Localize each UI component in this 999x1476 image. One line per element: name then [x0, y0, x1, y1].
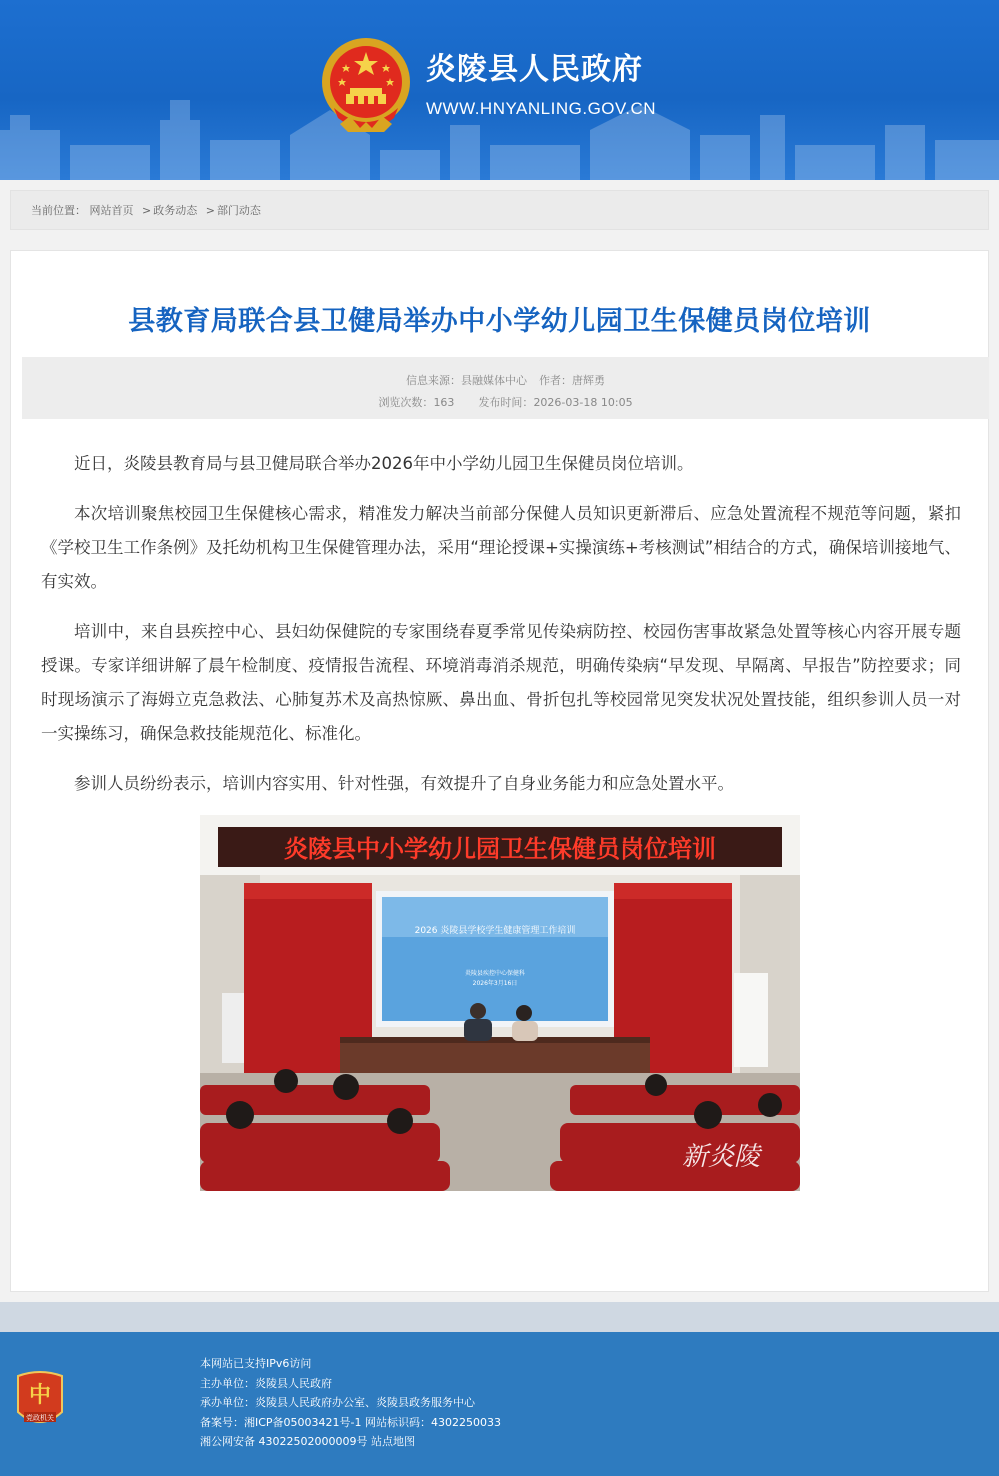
meta-views: 163	[433, 396, 455, 409]
meta-row-source	[22, 370, 989, 392]
article-paragraph: 参训人员纷纷表示，培训内容实用、针对性强，有效提升了自身业务能力和应急处置水平。	[74, 774, 734, 793]
breadcrumb-separator: >	[205, 204, 215, 217]
site-brand[interactable]	[320, 36, 656, 134]
meta-source-label: 信息来源：	[406, 374, 461, 387]
article-panel	[10, 250, 989, 1292]
party-organ-badge-icon[interactable]	[14, 1370, 66, 1432]
footer-info	[200, 1354, 501, 1452]
meta-author: 唐辉勇	[572, 374, 605, 387]
breadcrumb-gov-news-link[interactable]: 政务动态	[153, 204, 198, 217]
footer-ipv6: 本网站已支持IPv6访问	[200, 1357, 312, 1370]
breadcrumb-label: 当前位置：	[31, 204, 86, 217]
article-photo	[200, 815, 800, 1191]
screen-date-text: 2026年3月16日	[472, 980, 518, 987]
meta-author-label: 作者：	[539, 374, 572, 387]
meta-source: 县融媒体中心	[461, 374, 527, 387]
meta-date-label: 发布时间：	[478, 396, 534, 409]
footer-police-record[interactable]: 湘公网安备 43022502000009号 站点地图	[200, 1435, 415, 1448]
article-meta	[22, 357, 989, 419]
article-title: 县教育局联合县卫健局举办中小学幼儿园卫生保健员岗位培训	[128, 306, 871, 337]
site-title: 炎陵县人民政府	[426, 52, 643, 87]
site-url: WWW.HNYANLING.GOV.CN	[426, 99, 657, 118]
photo-watermark: 新炎陵	[681, 1142, 760, 1172]
meta-date: 2026-03-18 10:05	[533, 396, 633, 409]
article-paragraph: 培训中，来自县疾控中心、县妇幼保健院的专家围绕春夏季常见传染病防控、校园伤害事故紧急处置等核心内容开展专题授课。专家详细讲解了晨午检制度、疫情报告流程、环境消毒消杀规范，明确传染病“早发现、早隔离、早报告”防控要求；同时现场演示了海姆立克急救法、心肺复苏术及高热惊厥、鼻出血、骨折包扎等校园常见突发状况处置技能，组织参训人员一对一实操练习，确保急救技能规范化、标准化。	[41, 622, 961, 743]
breadcrumb	[10, 190, 989, 230]
breadcrumb-dept-news-link[interactable]: 部门动态	[216, 204, 261, 217]
training-photo-illustration	[200, 815, 800, 1191]
footer-sponsor: 主办单位：炎陵县人民政府	[200, 1376, 332, 1390]
footer-organizer: 承办单位：炎陵县人民政府办公室、炎陵县政务服务中心	[200, 1396, 475, 1409]
site-footer	[0, 1302, 999, 1476]
breadcrumb-separator: >	[142, 204, 152, 217]
meta-views-label: 浏览次数：	[378, 396, 434, 409]
screen-subtitle-text: 炎陵县疾控中心保健科	[464, 970, 526, 977]
led-banner-text: 炎陵县中小学幼儿园卫生保健员岗位培训	[284, 835, 716, 863]
article-paragraph: 近日，炎陵县教育局与县卫健局联合举办2026年中小学幼儿园卫生保健员岗位培训。	[74, 454, 694, 473]
brand-text	[426, 51, 656, 119]
screen-title-text: 2026 炎陵县学校学生健康管理工作培训	[414, 926, 576, 936]
site-header	[0, 0, 999, 180]
party-badge-text: 党政机关	[26, 1414, 54, 1422]
svg-text:中: 中	[28, 1383, 52, 1408]
article-body	[41, 447, 961, 817]
article-paragraph: 本次培训聚焦校园卫生保健核心需求，精准发力解决当前部分保健人员知识更新滞后、应急处置流程不规范等问题，紧扣《学校卫生工作条例》及托幼机构卫生保健管理办法，采用“理论授课+实操演练+考核测试”相结合的方式，确保培训接地气、有实效。	[41, 504, 961, 591]
footer-icp[interactable]: 备案号：湘ICP备05003421号-1 网站标识码：4302250033	[200, 1415, 501, 1429]
meta-row-stats	[22, 392, 989, 414]
breadcrumb-home-link[interactable]: 网站首页	[89, 204, 134, 217]
national-emblem-icon	[320, 36, 412, 134]
